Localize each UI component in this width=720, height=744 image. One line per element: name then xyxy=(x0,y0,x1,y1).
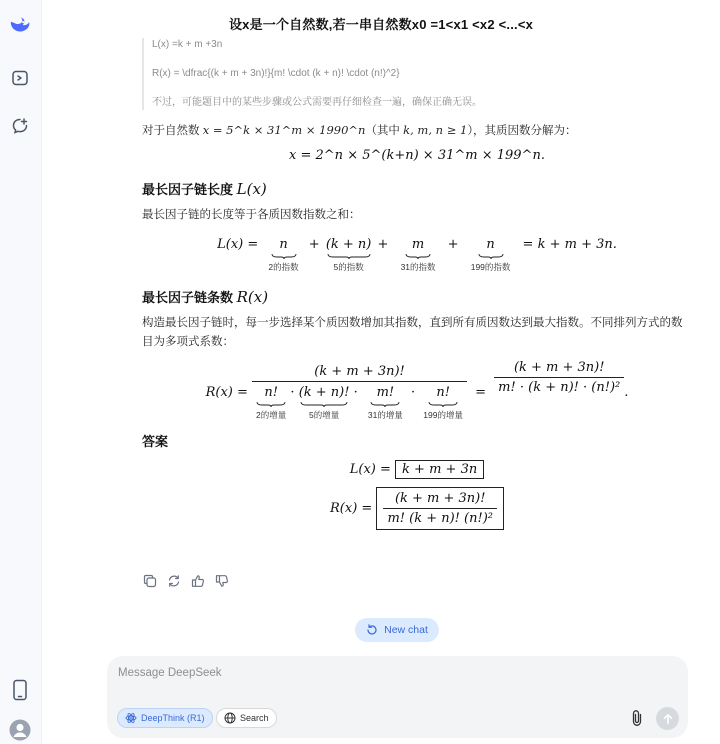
underbrace-term xyxy=(326,237,372,273)
underbrace-term xyxy=(368,385,403,421)
count-description: 构造最长因子链时，每一步选择某个质因数增加其指数，直到所有质因数达到最大指数。不同排列方式的数目为多项式系数： xyxy=(142,317,683,348)
intro-text: 对于自然数 xyxy=(142,125,203,137)
search-toggle[interactable] xyxy=(216,708,277,728)
atom-icon xyxy=(125,712,137,724)
boxed-fraction xyxy=(383,491,497,526)
denominator: m! · (k + n)! · (n!)² xyxy=(494,377,624,395)
message-composer xyxy=(107,656,688,738)
intro-paragraph xyxy=(142,121,692,141)
paperclip-icon[interactable] xyxy=(628,708,646,728)
term: m xyxy=(411,237,425,252)
term: (k + n)! xyxy=(298,385,350,400)
final-count xyxy=(142,487,692,530)
regenerate-icon[interactable] xyxy=(166,573,182,589)
thinking-line: L(x) =k + m +3n xyxy=(152,39,223,50)
dot-operator: · xyxy=(290,385,295,400)
equals-sign: = xyxy=(475,385,487,400)
dot-operator: · xyxy=(353,385,358,400)
heading-text: 最长因子链条数 xyxy=(142,290,237,305)
copy-icon[interactable] xyxy=(142,573,158,589)
brace-label: 199的指数 xyxy=(470,262,511,272)
term: n xyxy=(486,237,495,252)
numerator: (k + m + 3n)! xyxy=(314,364,405,379)
term: n! xyxy=(264,385,278,400)
underbrace-term xyxy=(401,237,436,273)
intro-math: x = 5^k × 31^m × 1990^n xyxy=(202,123,366,137)
chat-title: 设x是一个自然数,若一串自然数x0 =1<x1 <x2 <...<x xyxy=(228,17,534,32)
brace-label: 2的增量 xyxy=(256,410,287,420)
plus-sign: + xyxy=(377,237,389,252)
thumbs-down-icon[interactable] xyxy=(214,573,230,589)
send-arrow-icon xyxy=(662,713,674,725)
denominator: m! (k + n)! (n!)² xyxy=(383,508,497,526)
heading-math: R(x) xyxy=(236,288,269,306)
mobile-icon[interactable] xyxy=(8,678,32,702)
heading-math: L(x) xyxy=(236,180,267,198)
thinking-block xyxy=(142,38,692,110)
underbrace-term xyxy=(471,237,511,273)
term: m! xyxy=(376,385,395,400)
user-avatar-icon[interactable] xyxy=(8,718,32,742)
brace-label: 2的指数 xyxy=(268,262,299,272)
search-label: Search xyxy=(240,713,269,723)
deepthink-label: DeepThink (R1) xyxy=(141,713,205,723)
term: n xyxy=(279,237,288,252)
underbrace-term xyxy=(299,385,350,421)
numerator: (k + m + 3n)! xyxy=(394,491,486,506)
term: n! xyxy=(436,385,450,400)
brace-label: 5的增量 xyxy=(308,410,340,420)
brace-label: 199的增量 xyxy=(423,410,463,420)
new-chat-label: New chat xyxy=(384,624,428,636)
fraction-simplified xyxy=(494,360,624,395)
thinking-line: R(x) = \dfrac{(k + m + 3n)!}{m! \cdot (k + n)! \cdot (n!)^2} xyxy=(152,68,400,79)
plus-sign: + xyxy=(308,237,320,252)
factorization-formula: x = 2^n × 5^(k+n) × 31^m × 199^n. xyxy=(289,148,545,163)
message-input[interactable]: Message DeepSeek xyxy=(118,667,222,679)
length-description: 最长因子链的长度等于各质因数指数之和： xyxy=(142,209,361,221)
heading-answer: 答案 xyxy=(142,434,169,449)
brace-label: 31的指数 xyxy=(400,262,436,272)
message-content xyxy=(142,38,692,530)
heading-length xyxy=(142,179,692,198)
term: (k + n) xyxy=(325,237,372,252)
new-chat-icon[interactable] xyxy=(8,114,32,138)
eq-lhs: R(x) = xyxy=(330,501,373,516)
length-equation xyxy=(142,237,692,273)
deepseek-logo-icon[interactable] xyxy=(8,12,32,36)
plus-sign: + xyxy=(447,237,459,252)
numerator: (k + m + 3n)! xyxy=(513,360,605,375)
refresh-icon xyxy=(366,624,378,636)
eq-lhs: L(x) = xyxy=(217,237,259,252)
brace-label: 5的指数 xyxy=(333,262,364,272)
boxed-result xyxy=(376,487,504,530)
period: . xyxy=(624,385,629,400)
intro-condition: k, m, n ≥ 1 xyxy=(403,123,468,137)
heading-text: 最长因子链长度 xyxy=(142,182,237,197)
boxed-result: k + m + 3n xyxy=(395,460,484,479)
heading-count xyxy=(142,287,692,306)
underbrace-term xyxy=(256,385,286,421)
fraction-with-braces xyxy=(252,364,467,421)
underbrace-term xyxy=(423,385,463,421)
dot-operator: · xyxy=(411,385,416,400)
deepthink-toggle[interactable] xyxy=(117,708,213,728)
intro-text: ），其质因数分解为： xyxy=(467,125,577,137)
denominator xyxy=(252,381,467,421)
thumbs-up-icon[interactable] xyxy=(190,573,206,589)
intro-text: （其中 xyxy=(365,125,404,137)
sidebar-toggle-icon[interactable] xyxy=(8,66,32,90)
final-length xyxy=(142,460,692,479)
globe-icon xyxy=(224,712,236,724)
left-rail xyxy=(0,0,42,744)
eq-rhs: = k + m + 3n. xyxy=(522,237,617,252)
message-actions xyxy=(142,573,230,589)
brace-label: 31的增量 xyxy=(367,410,403,420)
eq-lhs: R(x) = xyxy=(205,385,248,400)
send-button[interactable] xyxy=(656,707,679,730)
underbrace-term xyxy=(268,237,298,273)
thinking-line: 不过，可能题目中的某些步骤或公式需要再仔细检查一遍，确保正确无误。 xyxy=(152,97,482,108)
new-chat-button[interactable] xyxy=(355,618,439,642)
eq-lhs: L(x) = xyxy=(349,462,391,477)
count-equation xyxy=(142,360,692,421)
